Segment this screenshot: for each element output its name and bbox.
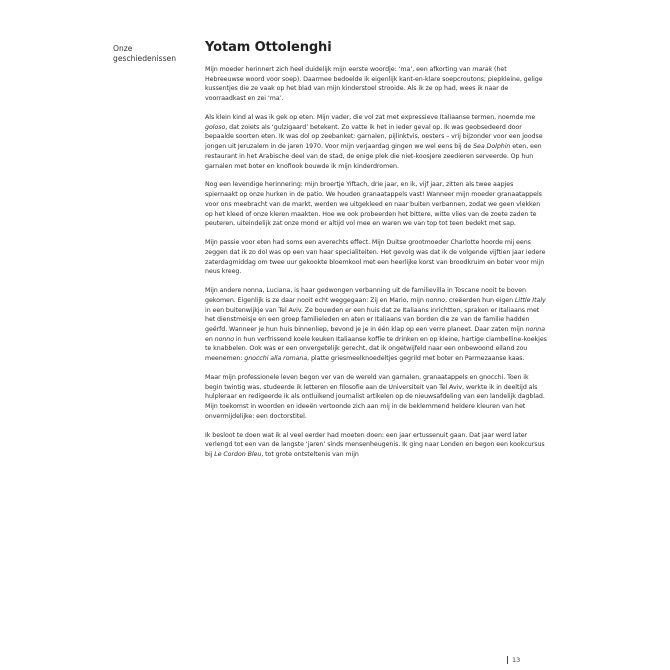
section-label: Onze geschiedenissen [113,44,177,64]
text-run: Mijn andere nonna, Luciana, is haar gedwongen verbanning uit de familievilla in Toscane nooit te boven gekomen. Eigenlijk is ze daar nooit echt weggegaan: Zij en Mario, mijn [205,287,526,304]
text-run: Als klein kind al was ik gek op eten. Mijn vader, die vol zat met expressieve Italiaanse termen, noemde me [205,114,536,121]
text-run: Ik besloot te doen wat ik al veel eerder had moeten doen: een jaar ertussenuit gaan. Dat jaar werd later verlengd tot een van de langste ‘jaren’ sinds mensenheugenis. Ik ging naar Londen en begon een kookcursus bij [205,431,545,459]
text-run: , tot grote ontsteltenis van mijn [261,451,359,459]
paragraph-4 [205,238,547,277]
paragraph-6 [205,373,547,422]
paragraph-7 [205,431,547,460]
page-number: 13 [507,656,520,664]
article [205,40,547,469]
italic-text: Sea Dolphin [473,143,511,151]
text-run: in een buitenwijkje van Tel Aviv. Ze bouwden er een huis dat ze Italiaans inrichtten, spraken er Italiaans met het dienstmeisje en een groep familieleden en aten er Italiaans van borden die ze van de familie hadden geërfd. Wanneer je hun huis binnenliep, bevond je je in één klap op een verre planeet. Daar zaten mijn [205,306,540,333]
italic-text: nonna [525,325,546,333]
italic-text: Le Cordon Bleu [214,451,262,459]
paragraph-1 [205,65,547,104]
italic-text: nonno [425,296,446,304]
article-body [205,65,547,460]
text-run: , platte griesmeelknoedeltjes gegrild met boter en Parmezaanse kaas. [307,355,525,363]
italic-text: gnocchi alla romana [244,355,308,363]
text-run: Mijn passie voor eten had soms een averechts effect. Mijn Duitse grootmoeder Charlotte hoorde mij eens zeggen dat ik zo dol was op een van haar specialiteiten. Het gevolg was dat ik de volgende vijftien jaar iedere zaterdagmiddag om twee uur gekookte bloemkool met een heerlijke korst van broodkruim en boter voor mijn neus kreeg. [205,239,546,276]
paragraph-3 [205,180,547,229]
text-run: in hun verfrissend koele keuken Italiaanse koffie te drinken en op kleine, hartige ciambelline-koekjes te knabbelen. Ook was er een onvergetelijk gerecht, dat ik ongetwijfeld naar een onbewoond eiland zou meenemen: [205,335,547,363]
text-run: en [205,335,215,343]
text-run: (het Hebreeuwse woord voor soep). Daarmee bedoelde ik eigenlijk kant-en-klare soepcroutons; piepkleine, gelige kussentjes die ze vaak op het blad van mijn kinderstoel strooide. Als ik ze op had, wees ik naar de voorraadkast en zei ‘ma’. [205,66,543,103]
text-run: , creëerden hun eigen [445,296,515,304]
paragraph-5 [205,286,547,364]
italic-text: Little Italy [514,296,546,304]
text-run: eten, een restaurant in het Arabische deel van de stad, de enige plek die niet-koosjere zeedieren serveerde. Op hun garnalen met boter en knoflook bouwde ik mijn kinderdromen. [205,143,542,170]
text-run: , dat zoiets als ‘gulzigaard’ betekent. Zo vatte ik het in ieder geval op. Ik was geobsedeerd door bepaalde soorten eten. Ik was dol op zeebanket: garnalen, pijlinktvis, oesters – vrij bijzonder voor een joodse jongen uit Jeruzalem in de jaren 1970. Voor mijn verjaardag gingen we wel eens bij de [205,123,543,151]
italic-text: marak [472,66,493,73]
article-title: Yotam Ottolenghi [205,40,332,55]
italic-text: goloso [205,123,226,131]
italic-text: nonno [214,335,235,343]
text-run: Mijn moeder herinnert zich heel duidelijk mijn eerste woordje: ‘ma’, een afkorting van [205,66,473,73]
text-run: Maar mijn professionele leven begon ver van de wereld van garnalen, granaatappels en gnocchi. Toen ik begin twintig was, studeerde ik letteren en filosofie aan de Universiteit van Tel Aviv, werkte ik in deeltijd als hulpleraar en redigeerde ik als ontluikend journalist artikelen op de nieuwsafdeling van een landelijk dagblad. Mijn toekomst in woorden en ideeën vertoonde zich aan mij in de beklemmend heldere kleuren van het onvermijdelijke: een doctorstitel. [205,373,545,420]
paragraph-2 [205,113,547,171]
text-run: Nog een levendige herinnering: mijn broertje Yiftach, drie jaar, en ik, vijf jaar, zitten als twee aapjes spiernaakt op onze hurken in de patio. We houden granaatappels vast! Wanneer mijn moeder granaatappels voor ons meebracht van de markt, werden we uitgekleed en naar buiten verbannen, zodat we geen vlekken op het kleed of onze kleren maakten. Hoe we ook probeerden het bittere, witte vlies van de zoete zaden te peuteren, uiteindelijk zat onze mond er altijd vol mee en waren we van top tot teen bedekt met sap. [205,181,542,228]
